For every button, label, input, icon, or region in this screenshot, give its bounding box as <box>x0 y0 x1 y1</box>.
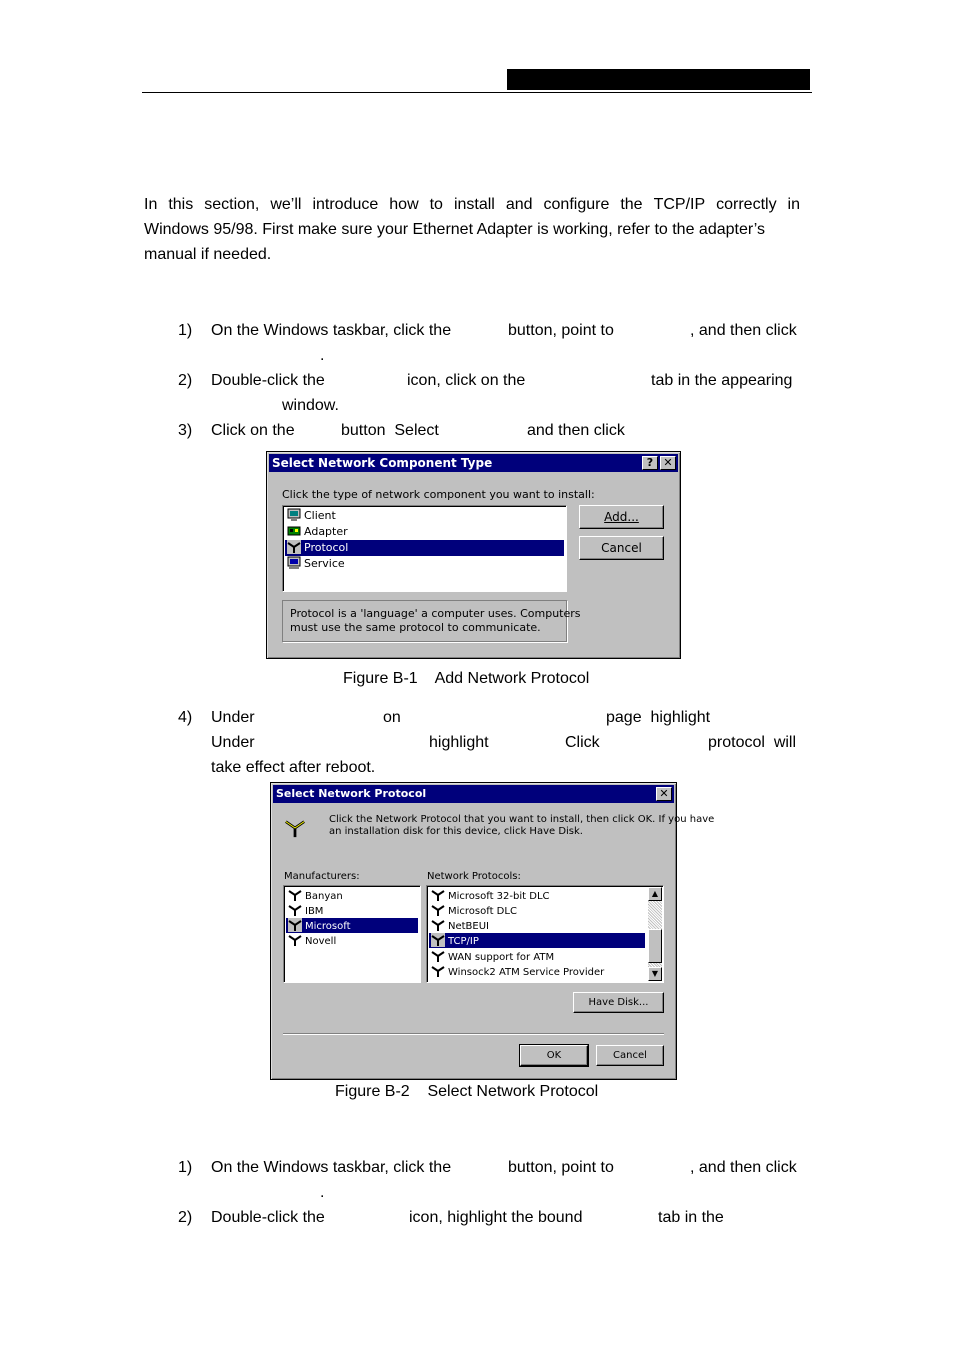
intro-word: how <box>389 196 419 213</box>
client-icon <box>287 508 301 522</box>
intro-word: we’ll <box>270 196 302 213</box>
instruction-line-1: Click the Network Protocol that you want to install, then click OK. If you have <box>329 814 715 825</box>
list-item-microsoft[interactable] <box>286 918 418 933</box>
list-item-banyan[interactable] <box>286 888 418 903</box>
cancel-button-label: Cancel <box>601 541 642 555</box>
protocol-icon <box>288 888 302 902</box>
step-2-text-b: icon, click on the <box>407 372 526 389</box>
step-3-text-b: button Select <box>341 422 439 439</box>
list-item-label: Novell <box>305 936 337 947</box>
list-item-label: Banyan <box>305 891 343 902</box>
network-protocols-label: Network Protocols: <box>427 871 521 882</box>
list-item-label: Protocol <box>304 541 349 554</box>
step-1-text-b: button, point to <box>508 322 614 339</box>
protocol-icon <box>288 933 302 947</box>
dialog-title: Select Network Component Type <box>272 456 493 470</box>
intro-word: introduce <box>312 196 379 213</box>
list-item-microsoft-32bit-dlc[interactable] <box>429 888 645 903</box>
protocol-icon <box>287 540 301 554</box>
step-1-text-c: , and then click <box>690 322 797 339</box>
step-2-number: 2) <box>178 372 193 389</box>
list-item-label: WAN support for ATM <box>448 952 555 963</box>
vertical-scrollbar[interactable] <box>648 887 662 981</box>
step-1-text-a: On the Windows taskbar, click the <box>211 322 452 339</box>
intro-word: correctly <box>716 196 777 213</box>
step-3-text-a: Click on the <box>211 422 295 439</box>
dialog-title-bar <box>269 454 678 472</box>
step-4-text-f: Click <box>565 734 600 751</box>
step-1-number: 1) <box>178 322 193 339</box>
list-item-label: Service <box>304 557 345 570</box>
manufacturers-label: Manufacturers: <box>284 871 360 882</box>
intro-word: In <box>144 196 158 213</box>
component-prompt: Click the type of network component you want to install: <box>282 488 595 501</box>
list-item-label: Microsoft <box>305 921 351 932</box>
list-item-winsock2-atm[interactable] <box>429 964 645 979</box>
intro-word: install <box>453 196 495 213</box>
intro-word: in <box>787 196 800 213</box>
figure-b2-caption: Figure B-2 Select Network Protocol <box>335 1083 599 1100</box>
step-4-text-c: page highlight <box>606 709 711 726</box>
description-line-2: must use the same protocol to communicate. <box>290 621 541 634</box>
step-1-text-d: . <box>320 347 325 364</box>
list-item-label: Client <box>304 509 336 522</box>
list-item-protocol[interactable] <box>285 540 564 556</box>
step-2-text-d: window. <box>282 397 339 414</box>
list-item-microsoft-dlc[interactable] <box>429 903 645 918</box>
protocol-icon <box>288 918 302 932</box>
network-protocol-icon <box>283 817 307 839</box>
step-b1-text-c: , and then click <box>690 1159 797 1176</box>
list-item-label: Microsoft DLC <box>448 906 517 917</box>
intro-line-1 <box>144 192 800 217</box>
add-button[interactable] <box>579 505 664 529</box>
step-3-text-c: and then click <box>527 422 625 439</box>
cancel-button[interactable] <box>596 1045 664 1066</box>
dialog-title: Select Network Protocol <box>276 787 427 800</box>
intro-word: configure <box>543 196 610 213</box>
ok-button-label: OK <box>546 1050 562 1061</box>
protocol-icon <box>431 964 445 978</box>
intro-word: TCP/IP <box>653 196 706 213</box>
scroll-down-icon[interactable]: ▼ <box>648 967 662 981</box>
network-protocols-list[interactable] <box>426 885 664 983</box>
adapter-icon <box>287 524 301 538</box>
list-item-netbeui[interactable] <box>429 918 645 933</box>
close-icon[interactable]: ✕ <box>656 787 672 801</box>
intro-line-2: Windows 95/98. First make sure your Ethernet Adapter is working, refer to the adapter’s <box>144 221 766 238</box>
intro-word: section, <box>204 196 260 213</box>
scroll-up-icon[interactable]: ▲ <box>648 887 662 901</box>
step-b2-text-a: Double-click the <box>211 1209 325 1226</box>
step-4-text-b: on <box>383 709 401 726</box>
intro-word: to <box>429 196 443 213</box>
manufacturers-list[interactable] <box>283 885 421 983</box>
step-4-text-e: highlight <box>429 734 489 751</box>
step-b2-text-b: icon, highlight the bound <box>409 1209 583 1226</box>
header-bar <box>507 69 810 90</box>
list-item-label: IBM <box>305 906 324 917</box>
intro-word: this <box>168 196 194 213</box>
protocol-icon <box>431 888 445 902</box>
step-2-text-a: Double-click the <box>211 372 325 389</box>
step-b1-text-d: . <box>320 1184 325 1201</box>
select-network-protocol-dialog <box>270 782 715 1080</box>
protocol-icon <box>431 903 445 917</box>
component-list[interactable] <box>282 505 567 592</box>
step-4-text-g: protocol will <box>708 734 797 751</box>
step-3-number: 3) <box>178 422 193 439</box>
have-disk-button[interactable] <box>573 992 664 1013</box>
list-item-label: Microsoft 32-bit DLC <box>448 891 550 902</box>
service-icon <box>287 556 301 570</box>
have-disk-button-label: Have Disk... <box>588 997 649 1008</box>
list-item-ibm[interactable] <box>286 903 418 918</box>
protocol-icon <box>288 903 302 917</box>
close-icon[interactable]: ✕ <box>660 456 676 470</box>
step-4-text-a: Under <box>211 709 255 726</box>
header-rule <box>142 92 812 93</box>
step-4-number: 4) <box>178 709 193 726</box>
instruction-line-2: an installation disk for this device, click Have Disk. <box>329 826 583 837</box>
dialog-title-bar <box>273 785 674 803</box>
intro-word: the <box>620 196 643 213</box>
list-item-adapter[interactable] <box>285 524 564 540</box>
ok-button[interactable] <box>520 1045 588 1066</box>
scrollbar-thumb[interactable] <box>648 929 662 963</box>
cancel-button[interactable] <box>579 536 664 560</box>
step-b2-number: 2) <box>178 1209 193 1226</box>
list-item-service[interactable] <box>285 556 564 572</box>
step-4-text-d: Under <box>211 734 255 751</box>
step-b1-text-a: On the Windows taskbar, click the <box>211 1159 452 1176</box>
step-2-text-c: tab in the appearing <box>651 372 793 389</box>
step-b2-text-c: tab in the <box>658 1209 724 1226</box>
list-item-label: NetBEUI <box>448 921 490 932</box>
list-item-label: TCP/IP <box>448 936 479 947</box>
intro-word: and <box>505 196 533 213</box>
list-item-wan-support-for-atm[interactable] <box>429 949 645 964</box>
step-b1-number: 1) <box>178 1159 193 1176</box>
separator <box>283 1033 664 1035</box>
select-network-component-dialog <box>266 451 681 659</box>
list-item-tcpip[interactable] <box>429 933 645 948</box>
list-item-novell[interactable] <box>286 933 418 948</box>
protocol-icon <box>431 918 445 932</box>
figure-b1-caption: Figure B-1 Add Network Protocol <box>343 670 590 687</box>
protocol-icon <box>431 949 445 963</box>
step-4-text-h: take effect after reboot. <box>211 759 376 776</box>
intro-line-3: manual if needed. <box>144 246 272 263</box>
help-icon[interactable]: ? <box>642 456 658 470</box>
list-item-label: Winsock2 ATM Service Provider <box>448 967 605 978</box>
description-line-1: Protocol is a 'language' a computer uses. Computers <box>290 607 581 620</box>
list-item-label: Adapter <box>304 525 348 538</box>
cancel-button-label: Cancel <box>613 1050 647 1061</box>
list-item-client[interactable] <box>285 508 564 524</box>
add-button-label: Add... <box>604 510 639 524</box>
protocol-icon <box>431 933 445 947</box>
step-b1-text-b: button, point to <box>508 1159 614 1176</box>
component-description-box <box>282 600 581 642</box>
